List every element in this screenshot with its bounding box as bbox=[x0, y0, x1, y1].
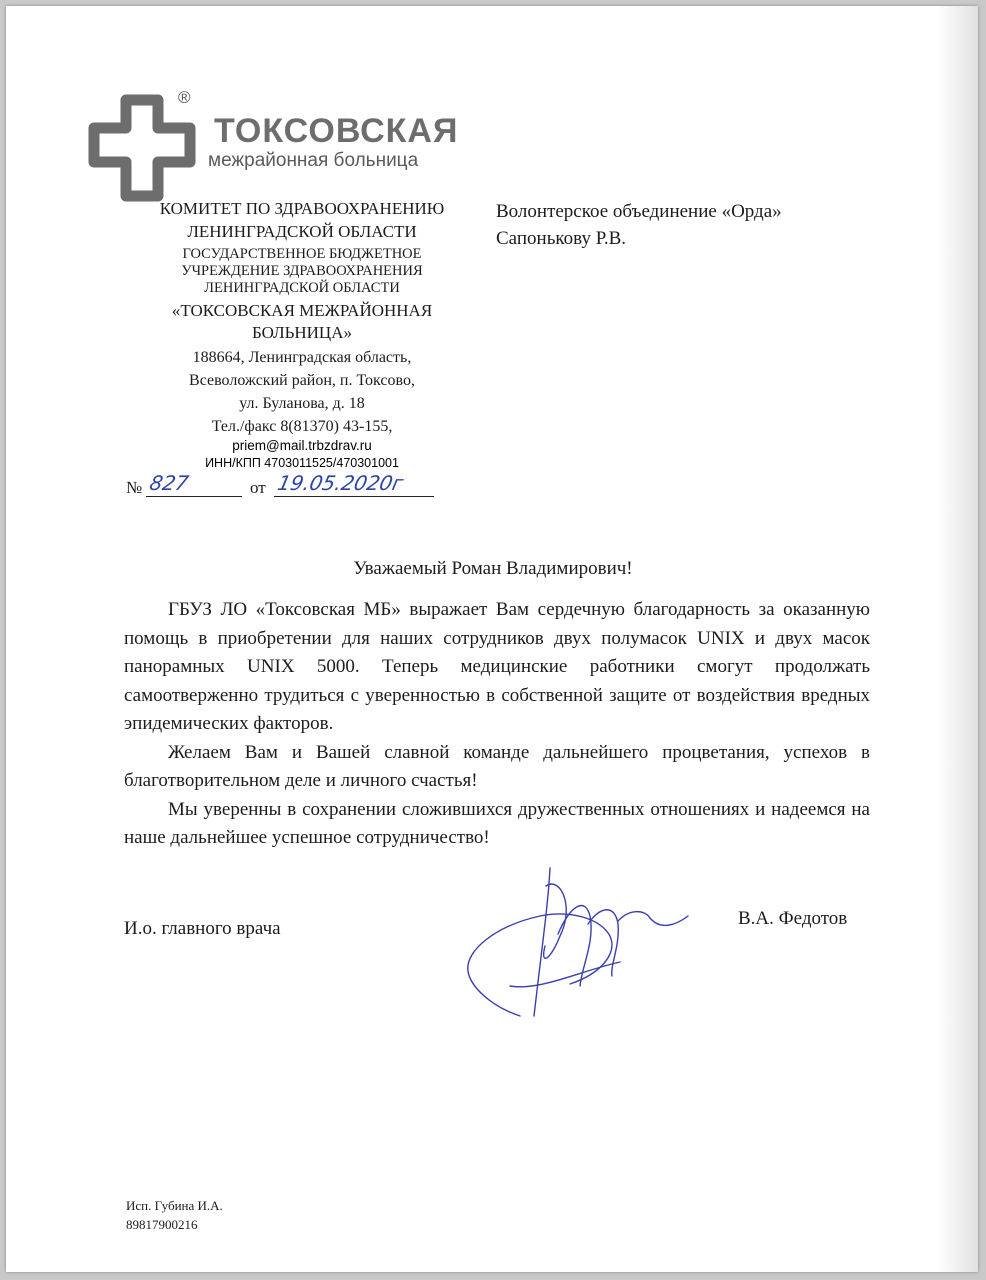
sender-inn: ИНН/КПП 4703011525/470301001 bbox=[205, 456, 399, 470]
recipient-organization: Волонтерское объединение «Орда» bbox=[496, 201, 782, 222]
recipient-block bbox=[496, 198, 782, 252]
executor-name: Исп. Губина И.А. bbox=[126, 1198, 223, 1213]
sender-address-3: ул. Буланова, д. 18 bbox=[239, 395, 365, 412]
salutation: Уважаемый Роман Владимирович! bbox=[353, 558, 633, 579]
hospital-cross-logo-icon bbox=[86, 92, 198, 204]
page-edge-shadow bbox=[938, 6, 978, 1272]
sender-line-institution: УЧРЕЖДЕНИЕ ЗДРАВООХРАНЕНИЯ bbox=[181, 263, 423, 279]
sender-line-region2: ЛЕНИНГРАДСКОЙ ОБЛАСТИ bbox=[204, 280, 400, 296]
executor-phone: 89817900216 bbox=[126, 1217, 198, 1232]
registered-mark: ® bbox=[178, 88, 191, 107]
signatory-name: В.А. Федотов bbox=[738, 908, 848, 929]
reg-date-underline bbox=[274, 496, 434, 497]
sender-email: priem@mail.trbzdrav.ru bbox=[232, 438, 372, 453]
sender-line-region: ЛЕНИНГРАДСКОЙ ОБЛАСТИ bbox=[187, 222, 417, 241]
sender-address-1: 188664, Ленинградская область, bbox=[192, 349, 412, 366]
reg-number-underline bbox=[146, 496, 242, 497]
reg-date-handwritten: 19.05.2020г bbox=[275, 471, 406, 495]
sender-line-state: ГОСУДАРСТВЕННОЕ БЮДЖЕТНОЕ bbox=[182, 246, 422, 262]
recipient-name: Сапонькову Р.В. bbox=[496, 228, 627, 249]
handwritten-signature bbox=[450, 866, 690, 1026]
paragraph-gratitude: ГБУЗ ЛО «Токсовская МБ» выражает Вам сердечную благодарность за оказанную помощь в приобретении для наших сотрудников двух полумасок UNIX и двух масок панорамных UNIX 5000. Теперь медицинские работники смогут продолжать самоотверженно трудиться с уверенностью в собственной защите от воздействия вредных эпидемических факторов. bbox=[124, 599, 870, 734]
reg-number-handwritten: 827 bbox=[147, 471, 191, 495]
signatory-position: И.о. главного врача bbox=[124, 918, 281, 939]
reg-number-label: № bbox=[126, 478, 143, 497]
sender-line-committee: КОМИТЕТ ПО ЗДРАВООХРАНЕНИЮ bbox=[159, 199, 445, 218]
logo-subtitle: межрайонная больница bbox=[208, 150, 419, 171]
paragraph-wishes: Желаем Вам и Вашей славной команде дальнейшего процветания, успехов в благотворительном деле и личного счастья! bbox=[124, 741, 870, 791]
reg-date-label: от bbox=[250, 478, 266, 497]
sender-line-hospital2: БОЛЬНИЦА» bbox=[252, 323, 352, 342]
sender-line-hospital: «ТОКСОВСКАЯ МЕЖРАЙОННАЯ bbox=[171, 301, 433, 320]
sender-phone: Тел./факс 8(81370) 43-155, bbox=[211, 418, 393, 435]
letter-body bbox=[124, 596, 870, 853]
logo-name: ТОКСОВСКАЯ bbox=[214, 112, 459, 150]
sender-address-2: Всеволожский район, п. Токсово, bbox=[189, 372, 415, 389]
paragraph-cooperation: Мы уверенны в сохранении сложившихся дружественных отношениях и надеемся на наше дальнейшее успешное сотрудничество! bbox=[124, 798, 870, 848]
executor-footer bbox=[126, 1196, 223, 1234]
